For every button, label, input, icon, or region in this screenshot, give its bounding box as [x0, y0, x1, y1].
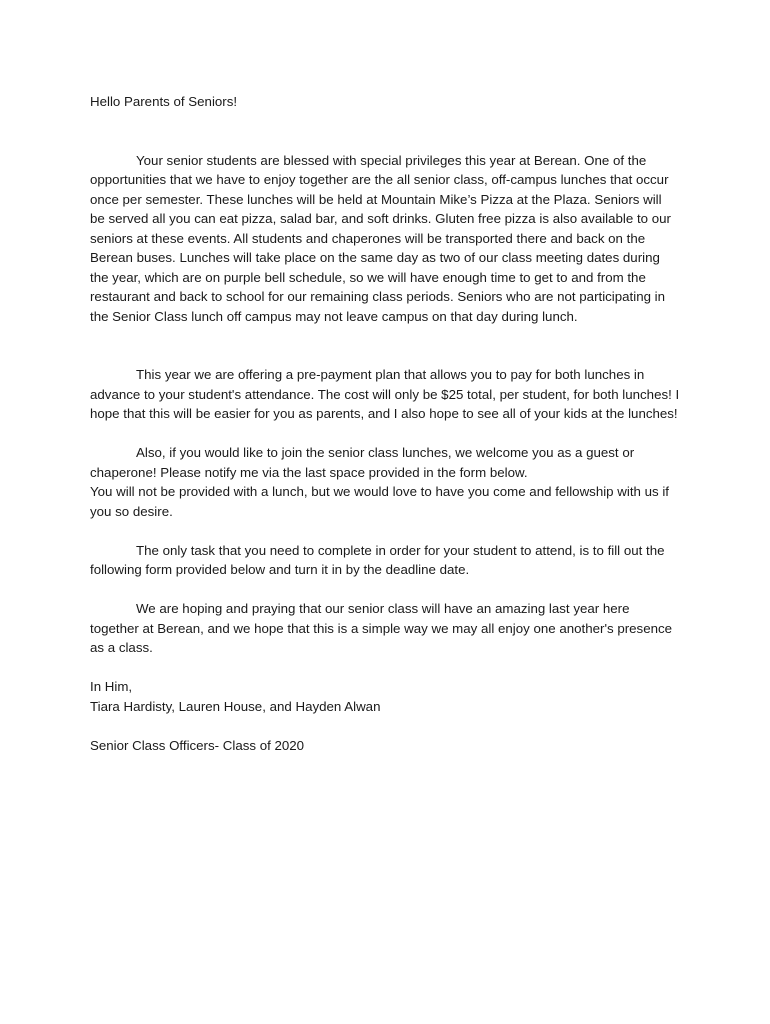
paragraph-lunch-privileges: Your senior students are blessed with special privileges this year at Berean. One of the opportunities that we have to enjoy together are the all senior class, off-campus lunches that occur once per semester. These lunches will be held at Mountain Mike’s Pizza at the Plaza. Seniors will be served all you can eat pizza, salad bar, and soft drinks. Gluten free pizza is also available to our seniors at these events. All students and chaperones will be transported there and back on the Berean buses. Lunches will take place on the same day as two of our class meeting dates during the year, which are on purple bell schedule, so we will have enough time to get to and from the restaurant and back to school for our remaining class periods. Seniors who are not participating in the Senior Class lunch off campus may not leave campus on that day during lunch.	[90, 152, 671, 324]
letter-body	[90, 92, 680, 755]
letter-greeting: Hello Parents of Seniors!	[90, 94, 238, 109]
paragraph-closing-hope: We are hoping and praying that our senior class will have an amazing last year here together at Berean, and we hope that this is a simple way we may all enjoy one another's presence as a class.	[90, 601, 673, 655]
paragraph-guest-invitation: Also, if you would like to join the senior class lunches, we welcome you as a guest or chaperone! Please notify me via the last space provided in the form below.	[90, 445, 635, 480]
officers-line: Senior Class Officers- Class of 2020	[90, 737, 305, 753]
paragraph-prepayment-plan: This year we are offering a pre-payment plan that allows you to pay for both lunches in advance to your student's attendance. The cost will only be $25 total, per student, for both lunches! I hope that this will be easier for you as parents, and I also hope to see all of your kids at the lunches!	[90, 367, 680, 421]
paragraph-form-instructions: The only task that you need to complete in order for your student to attend, is to fill out the following form provided below and turn it in by the deadline date.	[90, 542, 665, 577]
letter-signers: Tiara Hardisty, Lauren House, and Hayden Alwan	[90, 698, 381, 714]
letter-closing: In Him,	[90, 679, 133, 694]
paragraph-guest-note: You will not be provided with a lunch, but we would love to have you come and fellowship with us if you so desire.	[90, 484, 669, 519]
